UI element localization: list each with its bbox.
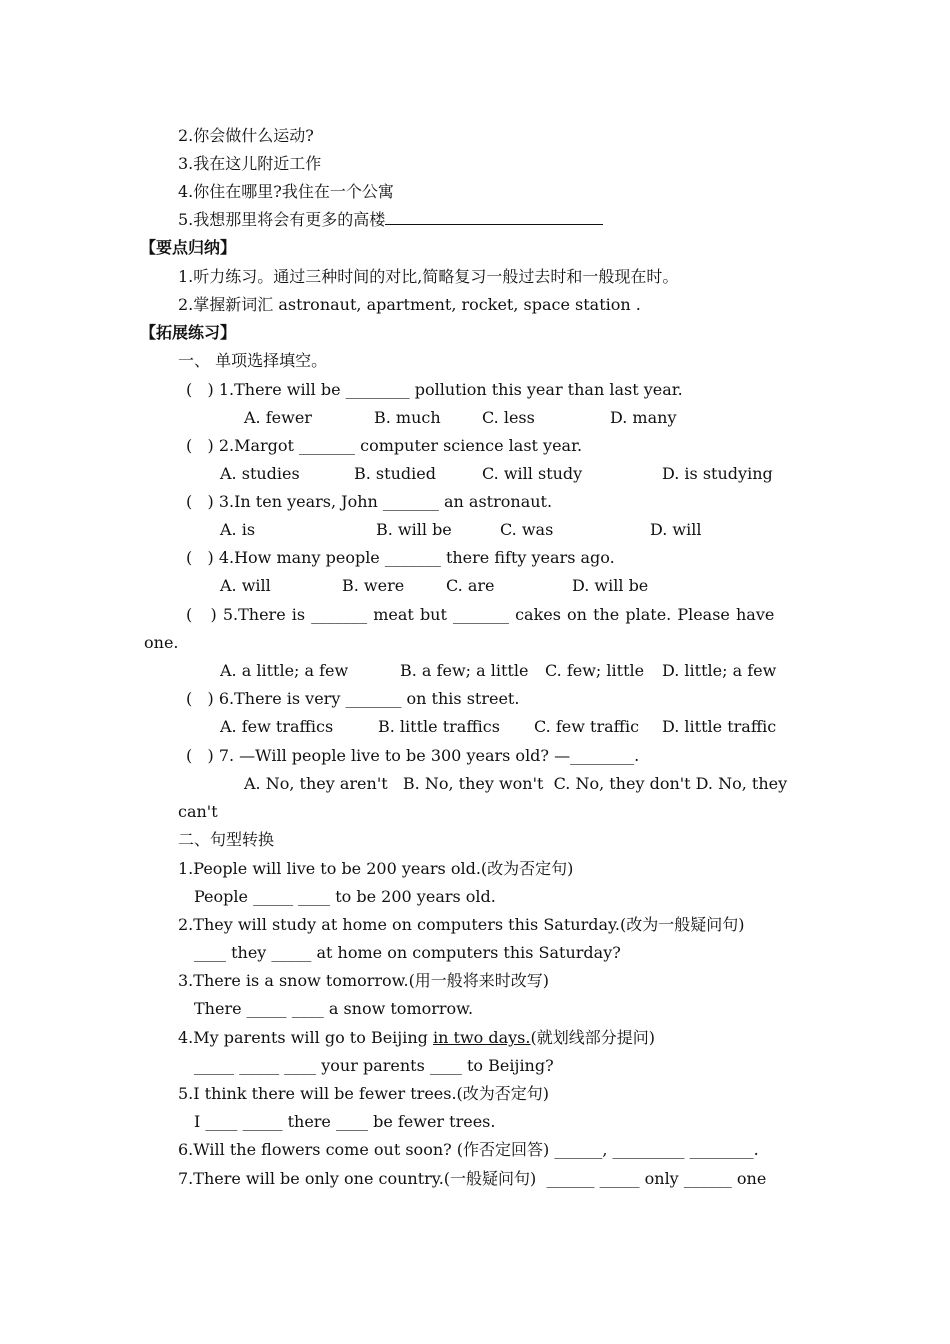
extension-heading: 【拓展练习】 <box>140 323 237 342</box>
transform-4-text: 4.My parents will go to Beijing <box>178 1028 433 1047</box>
question-4-stem: ( ) 4.How many people _______ there fifty years ago. <box>186 548 615 567</box>
intro-line-2: 2.你会做什么运动? <box>178 126 314 145</box>
answer-blank <box>385 210 603 225</box>
q6-option-b: B. little traffics <box>378 717 500 736</box>
transform-1-answer: People _____ ____ to be 200 years old. <box>194 887 496 906</box>
q1-option-a: A. fewer <box>244 408 312 427</box>
question-5-stem: ( ) 5.There is _______ meat but _______ cakes on the plate. Please have <box>186 605 775 624</box>
underlined-phrase: in two days. <box>433 1028 531 1047</box>
q6-option-c: C. few traffic <box>534 717 640 736</box>
q5-option-b: B. a few; a little <box>400 661 529 680</box>
transform-4-question <box>178 1028 655 1048</box>
key-point-1: 1.听力练习。通过三种时间的对比,简略复习一般过去时和一般现在时。 <box>178 267 679 286</box>
q6-option-d: D. little traffic <box>662 717 777 736</box>
q4-option-d: D. will be <box>572 576 649 595</box>
transform-3-answer: There _____ ____ a snow tomorrow. <box>194 999 474 1018</box>
part1-title: 一、 单项选择填空。 <box>178 351 328 370</box>
q6-option-a: A. few traffics <box>220 717 334 736</box>
q3-option-c: C. was <box>500 520 554 539</box>
transform-3-question: 3.There is a snow tomorrow.(用一般将来时改写) <box>178 971 550 990</box>
q4-option-c: C. are <box>446 576 495 595</box>
intro-line-3: 3.我在这儿附近工作 <box>178 154 322 173</box>
q1-option-d: D. many <box>610 408 677 427</box>
transform-7-question: 7.There will be only one country.(一般疑问句) ______ _____ only ______ one <box>178 1169 767 1188</box>
q3-option-b: B. will be <box>376 520 452 539</box>
q3-option-d: D. will <box>650 520 702 539</box>
q5-option-d: D. little; a few <box>662 661 777 680</box>
q2-option-d: D. is studying <box>662 464 773 483</box>
transform-5-answer: I ____ _____ there ____ be fewer trees. <box>194 1112 496 1131</box>
q7-options-cont: can't <box>178 802 218 821</box>
transform-4-answer: _____ _____ ____ your parents ____ to Beijing? <box>194 1056 554 1075</box>
transform-4-instruction: (就划线部分提问) <box>530 1028 655 1047</box>
q4-option-b: B. were <box>342 576 405 595</box>
intro-line-5 <box>178 210 603 230</box>
intro-line-4: 4.你住在哪里?我住在一个公寓 <box>178 182 394 201</box>
key-point-2: 2.掌握新词汇 astronaut, apartment, rocket, space station . <box>178 295 641 314</box>
transform-6-question: 6.Will the flowers come out soon? (作否定回答) ______, _________ ________. <box>178 1140 759 1159</box>
part2-title: 二、句型转换 <box>178 830 275 849</box>
q1-option-b: B. much <box>374 408 441 427</box>
question-2-stem: ( ) 2.Margot _______ computer science last year. <box>186 436 583 455</box>
q2-option-b: B. studied <box>354 464 436 483</box>
q7-options: A. No, they aren't B. No, they won't C. No, they don't D. No, they <box>244 774 788 793</box>
transform-2-answer: ____ they _____ at home on computers this Saturday? <box>194 943 621 962</box>
q2-option-a: A. studies <box>220 464 300 483</box>
q1-option-c: C. less <box>482 408 535 427</box>
transform-1-question: 1.People will live to be 200 years old.(改为否定句) <box>178 859 574 878</box>
question-1-stem: ( ) 1.There will be ________ pollution this year than last year. <box>186 380 683 399</box>
question-7-stem: ( ) 7. —Will people live to be 300 years old? —________. <box>186 746 640 765</box>
q3-option-a: A. is <box>220 520 256 539</box>
transform-2-question: 2.They will study at home on computers this Saturday.(改为一般疑问句) <box>178 915 745 934</box>
question-3-stem: ( ) 3.In ten years, John _______ an astronaut. <box>186 492 553 511</box>
question-6-stem: ( ) 6.There is very _______ on this street. <box>186 689 520 708</box>
question-5-stem-cont: one. <box>144 633 179 652</box>
transform-5-question: 5.I think there will be fewer trees.(改为否定句) <box>178 1084 550 1103</box>
q5-option-a: A. a little; a few <box>220 661 349 680</box>
intro-line-5-text: 5.我想那里将会有更多的高楼 <box>178 210 386 229</box>
q4-option-a: A. will <box>220 576 271 595</box>
q5-option-c: C. few; little <box>545 661 645 680</box>
q2-option-c: C. will study <box>482 464 583 483</box>
key-points-heading: 【要点归纳】 <box>140 238 237 257</box>
